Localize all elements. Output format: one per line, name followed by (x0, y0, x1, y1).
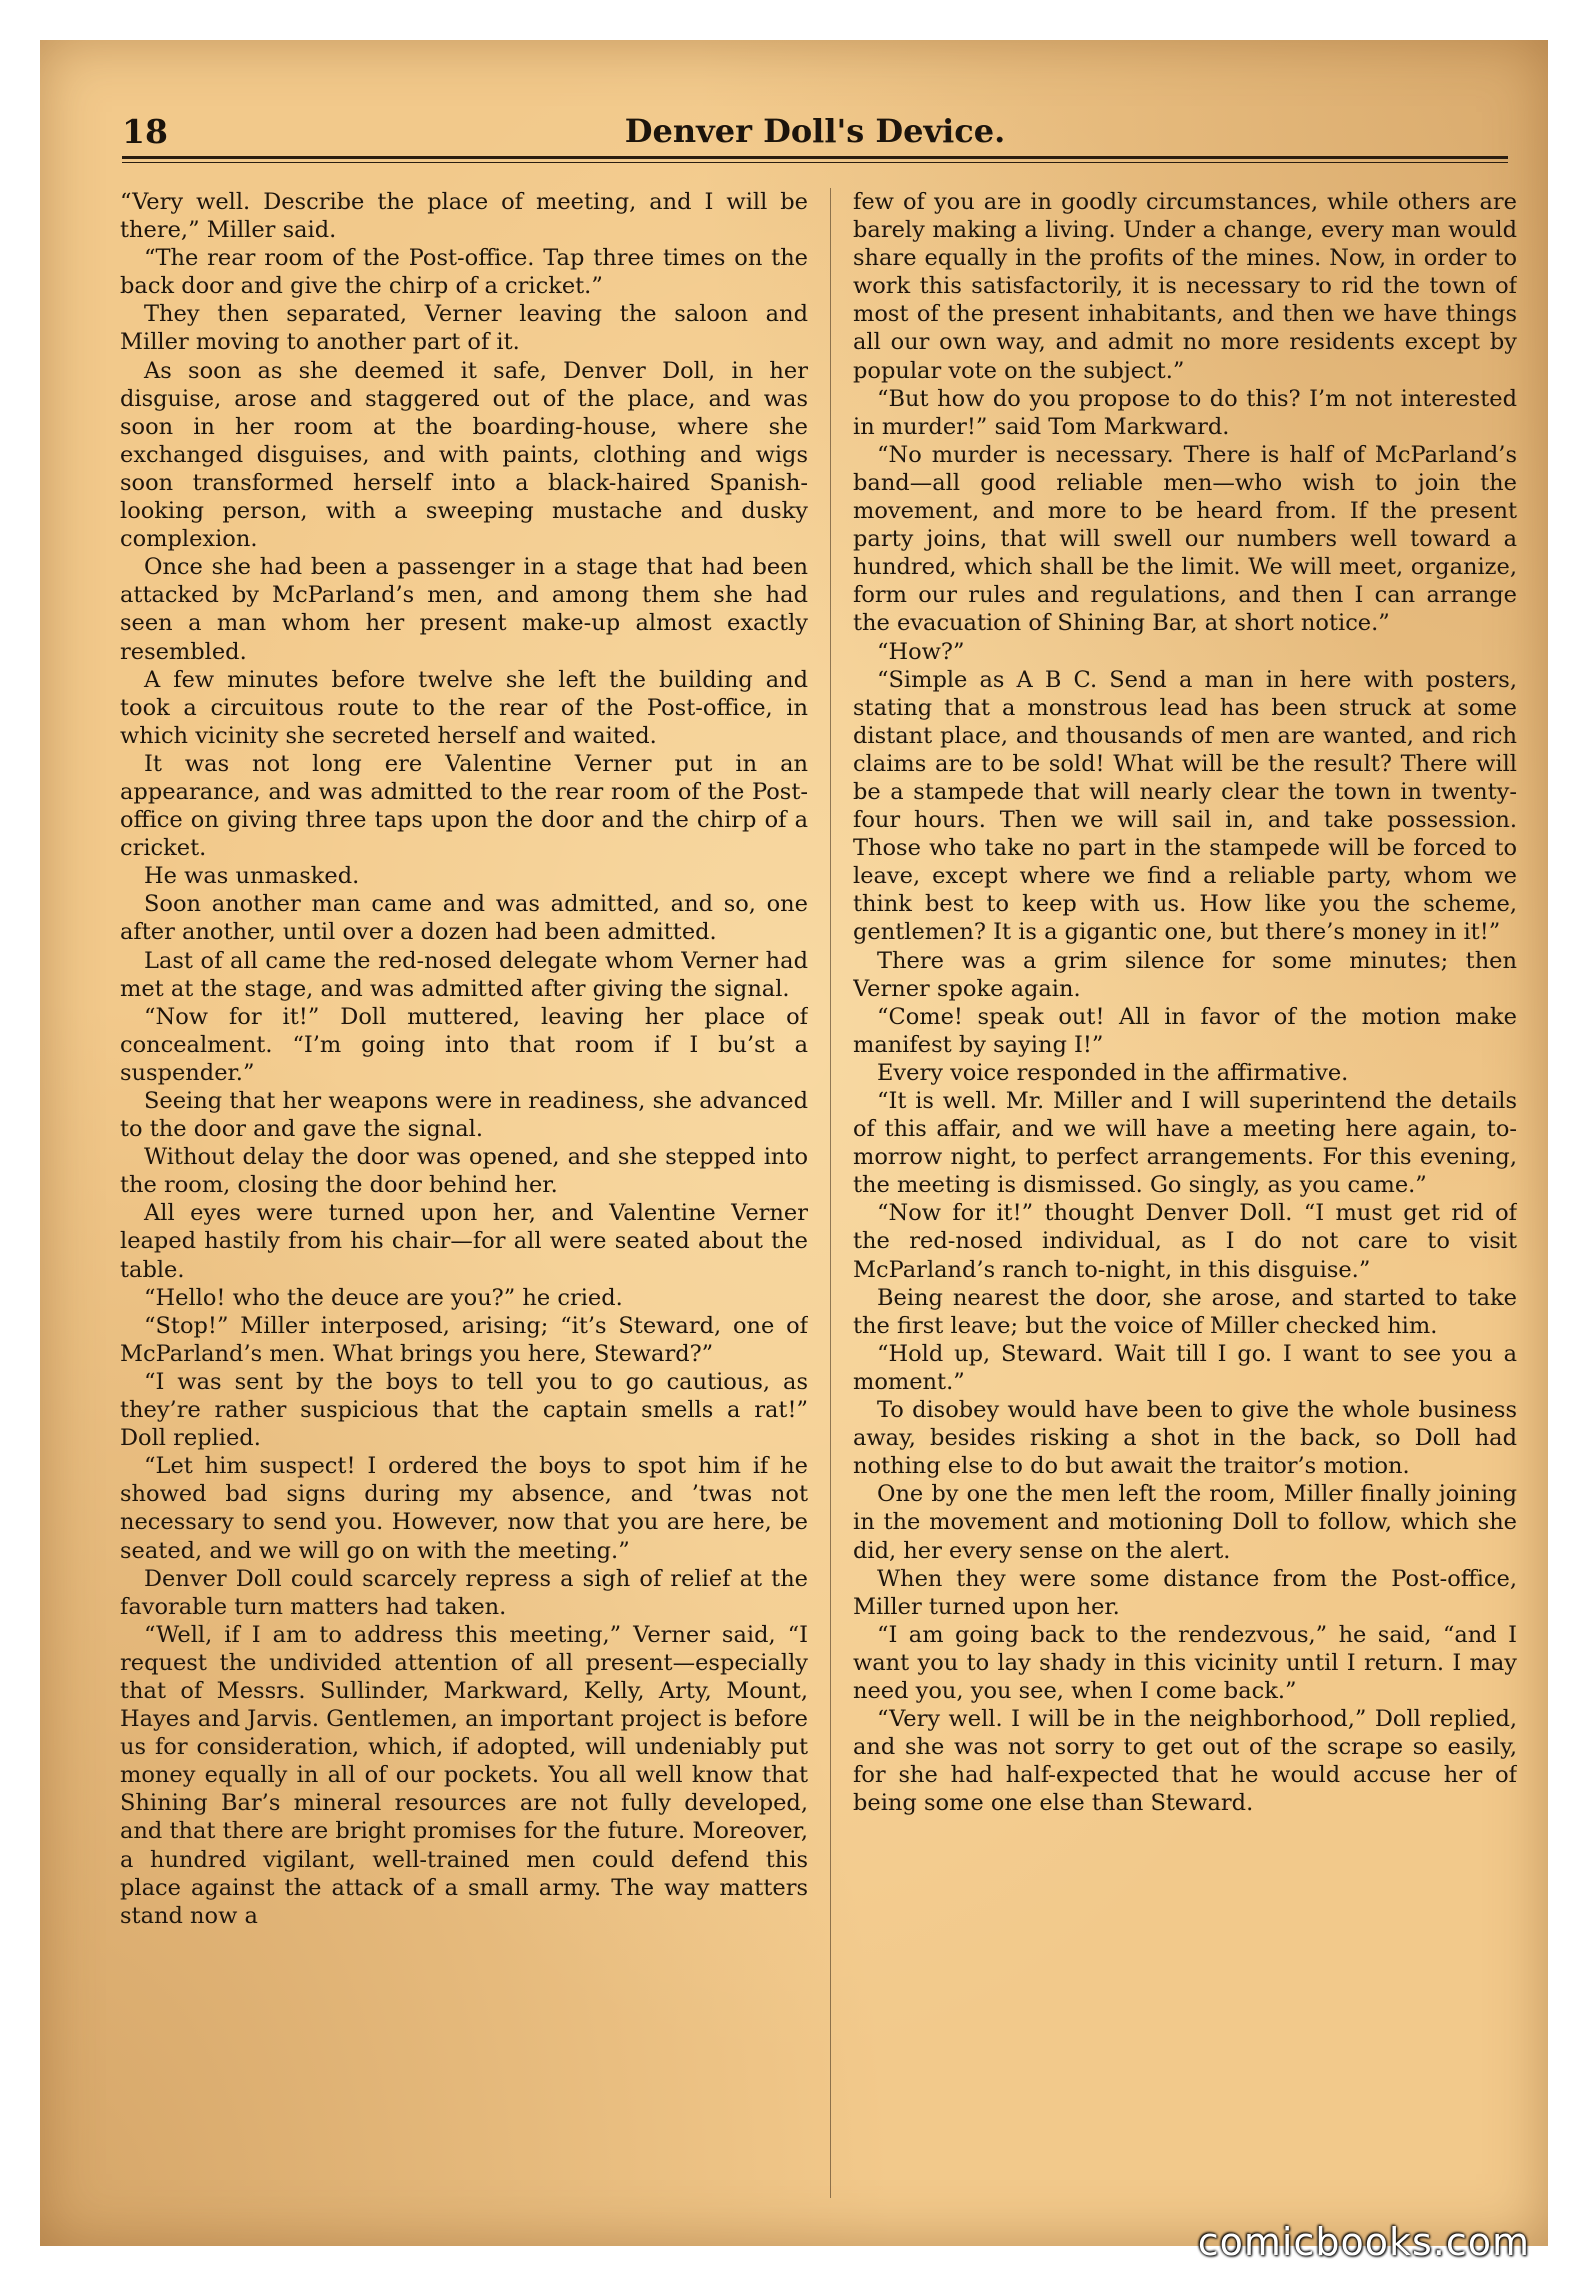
paragraph: “Stop!” Miller interposed, arising; “it’s Steward, one of McParland’s men. What brings you here, Steward?” (120, 1312, 808, 1367)
paragraph: Every voice responded in the affirmative. (877, 1059, 1349, 1086)
paragraph: “The rear room of the Post-office. Tap three times on the back door and give the chirp of a cricket.” (120, 245, 808, 300)
paragraph: “Well, if I am to address this meeting,” Verner said, “I request the undivided attention of all present—especially that of Messrs. Sullinder, Markward, Kelly, Arty, Mount, Hayes and Jarvis. Gentlemen, an important project is before us for consideration, which, if adopted, will undeniably put money equally in all of our pockets. You all well know that Shining Bar’s mineral resources are not fully developed, and that there are bright promises for the future. Moreover, a hundred vigilant, well-trained men could defend this place against the attack of a small army. The way matters stand now a (120, 1621, 808, 1929)
right-column (853, 188, 1517, 2198)
paragraph: “I am going back to the rendezvous,” he said, “and I want you to lay shady in this vicinity until I return. I may need you, you see, when I come back.” (853, 1621, 1517, 1704)
site-watermark: comicbooks.com (1197, 2220, 1530, 2264)
paragraph: To disobey would have been to give the whole business away, besides risking a shot in the back, so Doll had nothing else to do but await the traitor’s motion. (853, 1397, 1517, 1480)
paragraph: One by one the men left the room, Miller finally joining in the movement and motioning Doll to follow, which she did, her every sense on the alert. (853, 1481, 1517, 1564)
paragraph: “Hold up, Steward. Wait till I go. I want to see you a moment.” (853, 1340, 1517, 1395)
paragraph: There was a grim silence for some minutes; then Verner spoke again. (853, 947, 1517, 1002)
paragraph: “Let him suspect! I ordered the boys to spot him if he showed bad signs during my absence, and ’twas not necessary to send you. However, now that you are here, be seated, and we will go on with the meeting.” (120, 1453, 808, 1564)
column-divider (830, 188, 831, 2198)
paragraph: “Now for it!” thought Denver Doll. “I must get rid of the red-nosed individual, as I do not care to visit McParland’s ranch to-night, in this disguise.” (853, 1200, 1517, 1283)
paragraph: “No murder is necessary. There is half of McParland’s band—all good reliable men—who wish to join the movement, and more to be heard from. If the present party joins, that will swell our numbers well toward a hundred, which shall be the limit. We will meet, organize, form our rules and regulations, and then I can arrange the evacuation of Shining Bar, at short notice.” (853, 441, 1517, 637)
book-page (40, 40, 1548, 2246)
paragraph: Soon another man came and was admitted, and so, one after another, until over a dozen had been admitted. (120, 891, 808, 946)
paragraph: “Hello! who the deuce are you?” he cried. (144, 1284, 623, 1311)
paragraph: They then separated, Verner leaving the saloon and Miller moving to another part of it. (120, 301, 808, 356)
paragraph: As soon as she deemed it safe, Denver Doll, in her disguise, arose and staggered out of the place, and was soon in her room at the boarding-house, where she exchanged disguises, and with paints, clothing and wigs soon transformed herself into a black-haired Spanish-looking person, with a sweeping mustache and dusky complexion. (120, 357, 808, 553)
paragraph: When they were some distance from the Post-office, Miller turned upon her. (853, 1565, 1517, 1620)
paragraph: Last of all came the red-nosed delegate whom Verner had met at the stage, and was admitted after giving the signal. (120, 947, 808, 1002)
paragraph: A few minutes before twelve she left the building and took a circuitous route to the rear of the Post-office, in which vicinity she secreted herself and waited. (120, 666, 808, 749)
paragraph: “Come! speak out! All in favor of the motion make manifest by saying I!” (853, 1003, 1517, 1058)
paragraph: “It is well. Mr. Miller and I will superintend the details of this affair, and we will have a meeting here again, to-morrow night, to perfect arrangements. For this evening, the meeting is dismissed. Go singly, as you came.” (853, 1088, 1517, 1199)
paragraph: “Very well. I will be in the neighborhood,” Doll replied, and she was not sorry to get out of the scrape so easily, for she had half-expected that he would accuse her of being some one else than Steward. (853, 1706, 1517, 1817)
paragraph: “But how do you propose to do this? I’m not interested in murder!” said Tom Markward. (853, 385, 1517, 440)
paragraph: “Very well. Describe the place of meeting, and I will be there,” Miller said. (120, 189, 808, 244)
paragraph: “How?” (877, 638, 965, 665)
paragraph: Without delay the door was opened, and she stepped into the room, closing the door behind her. (120, 1144, 808, 1199)
paragraph: He was unmasked. (144, 863, 360, 890)
paragraph: Denver Doll could scarcely repress a sigh of relief at the favorable turn matters had taken. (120, 1565, 808, 1620)
paragraph: “Simple as A B C. Send a man in here with posters, stating that a monstrous lead has been struck at some distant place, and thousands of men are wanted, and rich claims are to be sold! What will be the result? There will be a stampede that will nearly clear the town in twenty-four hours. Then we will sail in, and take possession. Those who take no part in the stampede will be forced to leave, except where we find a reliable party, whom we think best to keep with us. How like you the scheme, gentlemen? It is a gigantic one, but there’s money in it!” (853, 666, 1517, 946)
running-title: Denver Doll's Device. (624, 112, 1006, 150)
left-column (120, 188, 808, 2198)
paragraph: Seeing that her weapons were in readiness, she advanced to the door and gave the signal. (120, 1088, 808, 1143)
paragraph: few of you are in goodly circumstances, while others are barely making a living. Under a change, every man would share equally in the profits of the mines. Now, in order to work this satisfactorily, it is necessary to rid the town of most of the present inhabitants, and then we have things all our own way, and admit no more residents except by popular vote on the subject.” (853, 189, 1517, 384)
page-header (122, 112, 1508, 182)
page-number: 18 (122, 112, 168, 151)
paragraph: Being nearest the door, she arose, and started to take the first leave; but the voice of Miller checked him. (853, 1284, 1517, 1339)
paragraph: Once she had been a passenger in a stage that had been attacked by McParland’s men, and among them she had seen a man whom her present make-up almost exactly resembled. (120, 554, 808, 665)
header-rule (122, 156, 1508, 163)
paragraph: “I was sent by the boys to tell you to go cautious, as they’re rather suspicious that the captain smells a rat!” Doll replied. (120, 1368, 808, 1452)
paragraph: “Now for it!” Doll muttered, leaving her place of concealment. “I’m going into that room if I bu’st a suspender.” (120, 1003, 808, 1086)
paragraph: All eyes were turned upon her, and Valentine Verner leaped hastily from his chair—for all were seated about the table. (120, 1200, 808, 1283)
paragraph: It was not long ere Valentine Verner put in an appearance, and was admitted to the rear room of the Post-office on giving three taps upon the door and the chirp of a cricket. (120, 750, 808, 862)
